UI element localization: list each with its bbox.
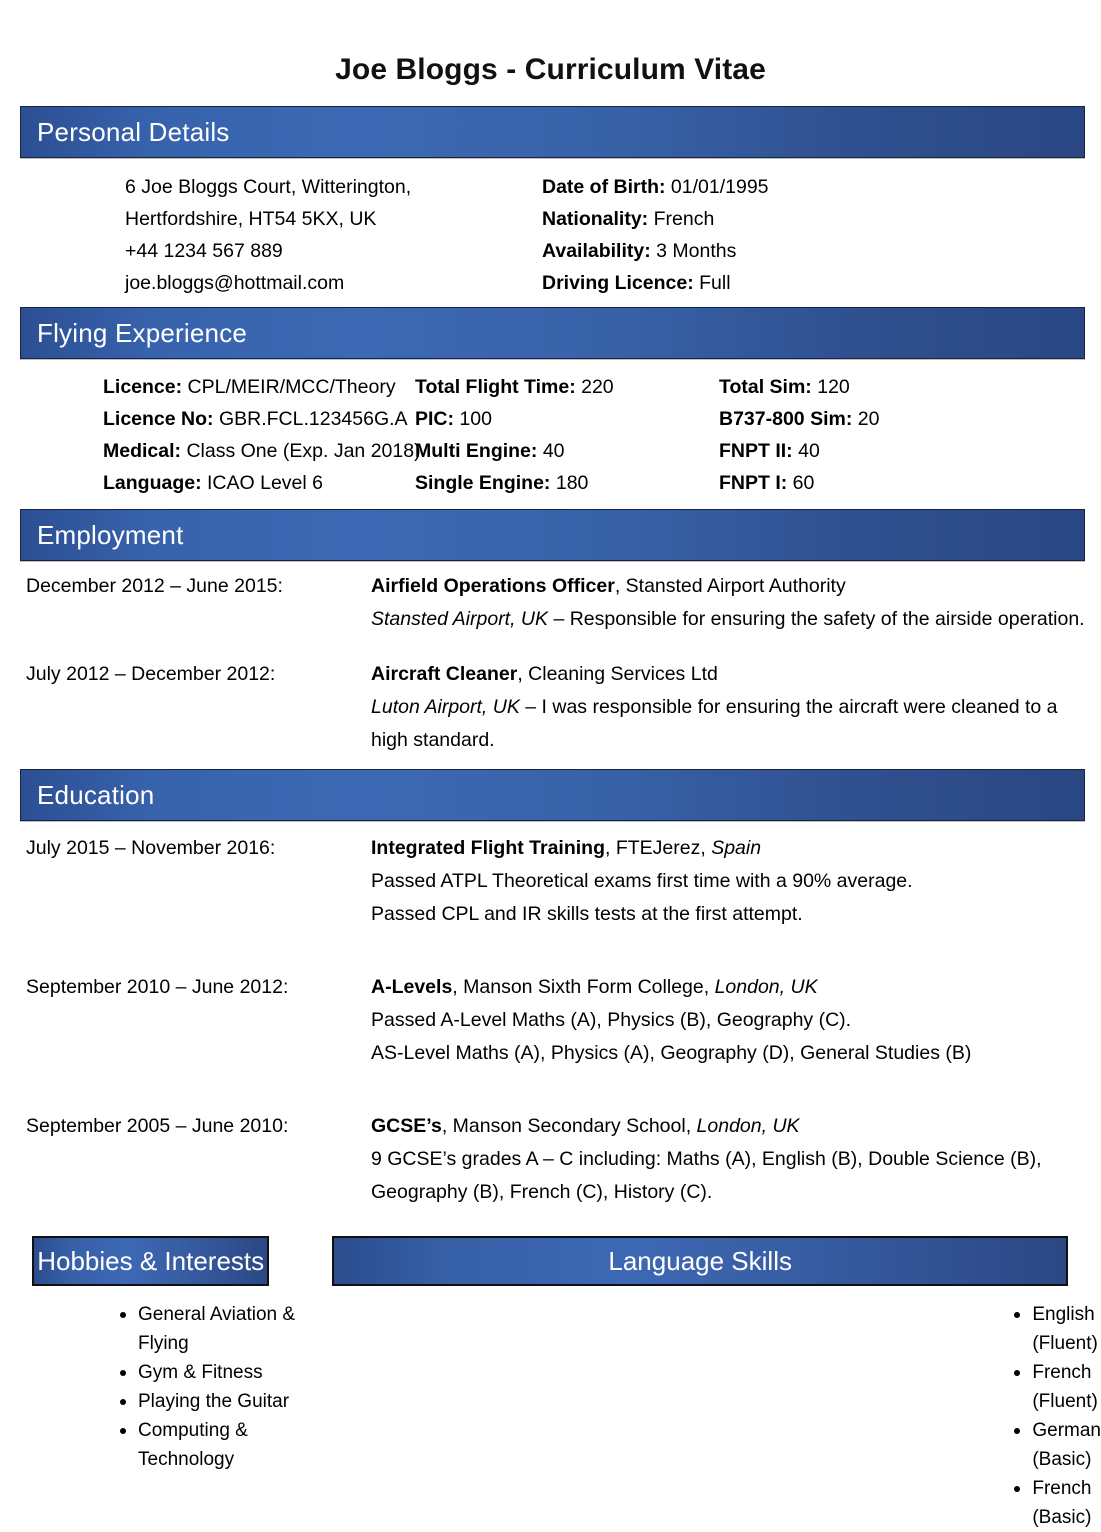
fact-value: 60 [792,472,815,495]
flying-fact-licence-no [103,403,415,435]
fact-label: FNPT II: [719,440,793,463]
employment-date-range: December 2012 – June 2015: [26,575,283,598]
fact-label: Licence: [103,376,183,399]
section-header-hobbies [32,1236,269,1286]
section-title-flying-experience: Flying Experience [37,318,248,349]
section-header-language-skills [332,1236,1068,1286]
flying-fact-fnpt-2 [719,435,979,467]
employment-company: , Cleaning Services Ltd [517,663,718,686]
flying-fact-medical [103,435,421,467]
section-header-flying-experience [20,307,1085,359]
education-detail-line: Passed A-Level Maths (A), Physics (B), Geography (C). [371,1009,852,1032]
employment-entry-list [0,561,1101,769]
employment-entry-body [371,570,1101,636]
list-item: German (Basic) [1004,1416,1101,1474]
fact-label: Driving Licence: [542,272,694,295]
education-entry [0,971,1101,1070]
address-line: 6 Joe Bloggs Court, Witterington, [125,176,412,199]
flying-fact-b737-800-sim [719,403,979,435]
education-date-range: September 2005 – June 2010: [26,1115,289,1138]
fact-availability [542,235,769,267]
fact-label: B737-800 Sim: [719,408,853,431]
employment-description: – I was responsible for ensuring the aircraft were cleaned to a high standard. [371,696,1058,752]
employment-role-line [371,570,1087,603]
flying-fact-licence [103,371,415,403]
section-header-education [20,769,1085,821]
education-date-range: July 2015 – November 2016: [26,837,276,860]
personal-details-body [0,158,1101,307]
employment-entry [0,570,1101,636]
fact-value: 40 [798,440,820,463]
personal-facts-block [540,171,769,299]
flying-fact-multi-engine [415,435,719,467]
fact-label: Nationality: [542,208,649,231]
education-institution: , Manson Sixth Form College, [452,976,715,999]
education-place: London, UK [696,1115,800,1138]
hobbies-column [0,1236,309,1532]
education-entry [0,1110,1101,1209]
fact-value: 01/01/1995 [670,176,769,199]
fact-value: 20 [857,408,880,431]
list-item: French (Basic) [1004,1474,1101,1532]
fact-value: GBR.FCL.123456G.A [218,408,408,431]
list-item: Computing & Technology [110,1416,309,1474]
flying-column-hours [415,371,719,499]
employment-description-line [371,603,1087,636]
fact-value: ICAO Level 6 [207,472,323,495]
education-date-range: September 2010 – June 2012: [26,976,289,999]
flying-fact-total-flight-time [415,371,719,403]
employment-job-title: Aircraft Cleaner [371,663,518,686]
education-institution: , Manson Secondary School, [441,1115,697,1138]
education-entry-list [0,821,1101,1219]
education-place: Spain [711,837,762,860]
list-item: Gym & Fitness [110,1358,309,1387]
fact-value: French [653,208,715,231]
address-line: Hertfordshire, HT54 5KX, UK [125,208,377,231]
flying-column-licences [0,371,421,499]
fact-value: 220 [581,376,614,399]
education-detail-line: Passed ATPL Theoretical exams first time with a 90% average. [371,870,913,893]
flying-fact-language [103,467,415,499]
education-qualification: GCSE’s [371,1115,442,1138]
fact-nationality [542,203,769,235]
education-qualification-line [371,1110,1087,1143]
fact-label: Date of Birth: [542,176,666,199]
education-detail-line: 9 GCSE’s grades A – C including: Maths (A), English (B), Double Science (B), Geography (B), French (C), History (C). [371,1148,1042,1204]
fact-value: Class One (Exp. Jan 2018) [186,440,421,463]
contact-address-block [0,171,540,299]
employment-entry-body [371,658,1101,757]
fact-label: PIC: [415,408,454,431]
education-institution: , FTEJerez, [605,837,712,860]
fact-value: 100 [459,408,492,431]
languages-list [1004,1286,1101,1532]
section-header-personal-details [20,106,1085,158]
education-qualification-line [371,971,1087,1004]
education-entry-body [371,971,1101,1070]
section-title-employment: Employment [37,520,184,551]
fact-value: CPL/MEIR/MCC/Theory [187,376,396,399]
fact-value: 3 Months [656,240,737,263]
education-detail-line: AS-Level Maths (A), Physics (A), Geography (D), General Studies (B) [371,1042,972,1065]
employment-company: , Stansted Airport Authority [614,575,846,598]
flying-fact-single-engine [415,467,719,499]
fact-label: Medical: [103,440,182,463]
flying-fact-total-sim [719,371,979,403]
fact-label: Total Flight Time: [415,376,576,399]
fact-value: 40 [542,440,565,463]
section-title-personal-details: Personal Details [37,117,230,148]
education-qualification: Integrated Flight Training [371,837,605,860]
section-title-education: Education [37,780,155,811]
employment-description-line [371,691,1087,757]
list-item: Playing the Guitar [110,1387,309,1416]
fact-date-of-birth [542,171,769,203]
list-item: General Aviation & Flying [110,1300,309,1358]
hobbies-list [110,1286,309,1474]
education-entry-body [371,832,1101,931]
fact-value: 180 [555,472,589,495]
education-qualification-line [371,832,1087,865]
employment-date-range: July 2012 – December 2012: [26,663,276,686]
section-title-language-skills: Language Skills [608,1246,792,1277]
fact-label: Licence No: [103,408,214,431]
page-title: Joe Bloggs - Curriculum Vitae [335,53,766,87]
fact-label: Multi Engine: [415,440,538,463]
flying-fact-fnpt-1 [719,467,979,499]
fact-label: Single Engine: [415,472,551,495]
languages-column [309,1236,1101,1532]
education-entry-body [371,1110,1101,1209]
section-header-employment [20,509,1085,561]
flying-fact-pic [415,403,719,435]
fact-label: Language: [103,472,202,495]
fact-value: Full [699,272,731,295]
bottom-columns [0,1219,1101,1532]
education-place: London, UK [714,976,818,999]
education-qualification: A-Levels [371,976,453,999]
employment-location: Luton Airport, UK [371,696,520,719]
section-title-hobbies: Hobbies & Interests [37,1246,265,1277]
fact-driving-licence [542,267,769,299]
list-item: English (Fluent) [1004,1300,1101,1358]
education-detail-line: Passed CPL and IR skills tests at the first attempt. [371,903,803,926]
education-entry [0,832,1101,931]
employment-description: – Responsible for ensuring the safety of the airside operation. [548,608,1085,631]
fact-label: Total Sim: [719,376,812,399]
flying-experience-body [0,359,1101,509]
fact-value: 120 [817,376,850,399]
fact-label: FNPT I: [719,472,788,495]
list-item: French (Fluent) [1004,1358,1101,1416]
employment-role-line [371,658,1087,691]
employment-entry [0,658,1101,757]
fact-label: Availability: [542,240,651,263]
email-address: joe.bloggs@hottmail.com [125,272,345,295]
employment-location: Stansted Airport, UK [371,608,549,631]
phone-number: +44 1234 567 889 [125,240,283,263]
flying-column-simulator [719,371,979,499]
employment-job-title: Airfield Operations Officer [371,575,615,598]
